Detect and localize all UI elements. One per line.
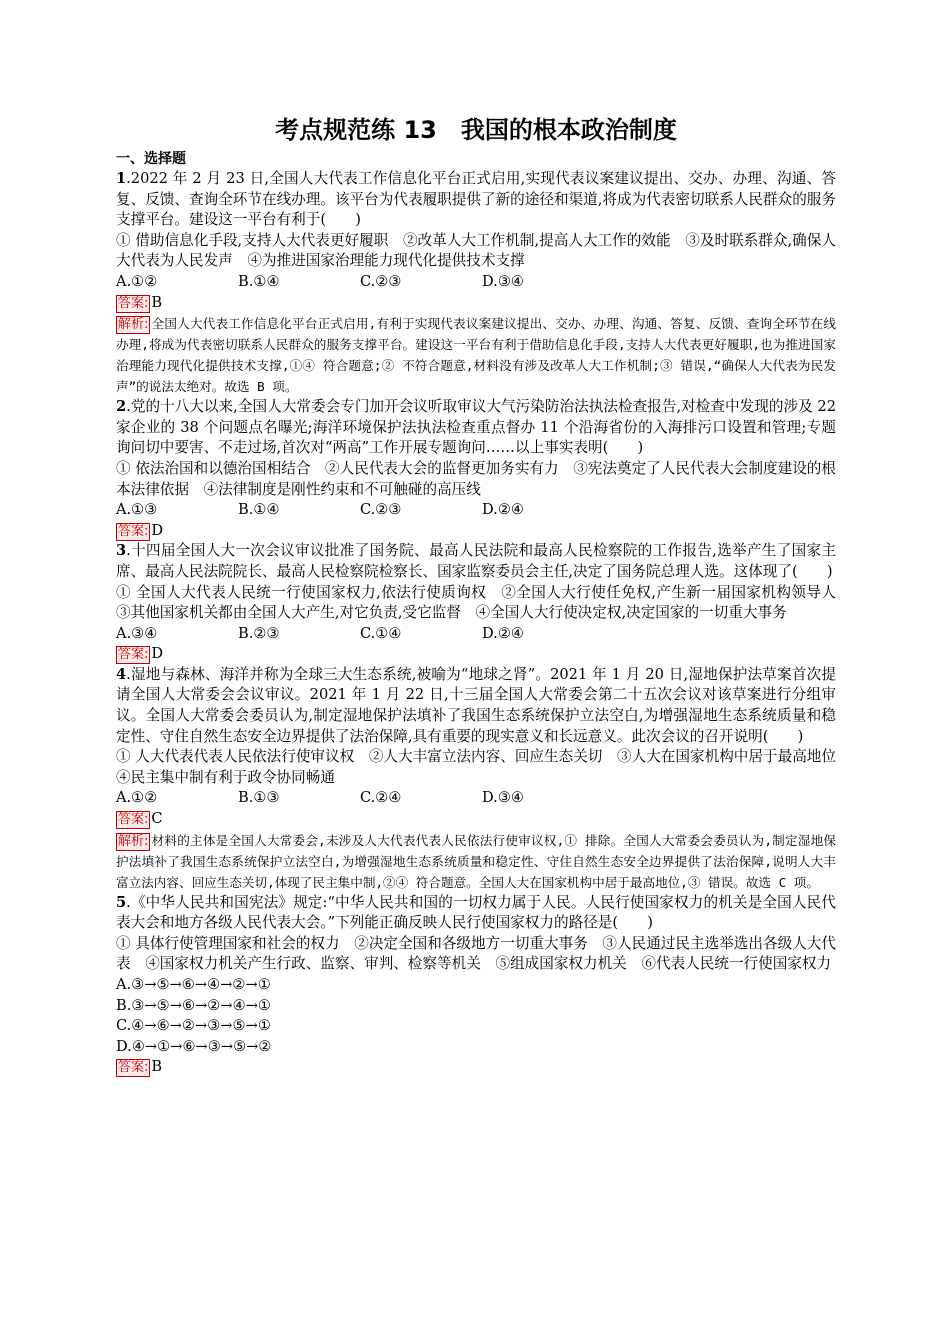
answer-tag: 答案:	[118, 295, 149, 311]
option-c[interactable]: C.②③	[360, 272, 402, 290]
question-items: ① 依法治国和以德治国相结合 ②人民代表大会的监督更加务实有力 ③宪法奠定了人民代表大会制度建设的根本法律依据 ④法律制度是刚性约束和不可触碰的高压线	[116, 459, 836, 498]
question-stem: 5.《中华人民共和国宪法》规定:“中华人民共和国的一切权力属于人民。人民行使国家权力的机关是全国人民代表大会和地方各级人民代表大会。”下列能正确反映人民行使国家权力的路径是( )	[116, 893, 836, 932]
option-list	[116, 272, 836, 293]
answer-line	[116, 809, 836, 830]
question-items: ① 人大代表代表人民依法行使审议权 ②人大丰富立法内容、回应生态关切 ③人大在国家机构中居于最高地位 ④民主集中制有利于政令协同畅通	[116, 748, 851, 786]
question-number: 2	[116, 398, 127, 416]
analysis-block	[116, 313, 836, 397]
option-d[interactable]: D.③④	[482, 789, 524, 807]
option-c[interactable]: C.②④	[360, 789, 402, 807]
answer-value: D	[151, 645, 164, 663]
option-c[interactable]: C.②③	[360, 501, 402, 519]
question-stem: 2.党的十八大以来,全国人大常委会专门加开会议听取审议大气污染防治法执法检查报告,对检查中发现的涉及 22 家企业的 38 个问题点名曝光;海洋环境保护法执法检查重点督办 11 个沿海省份的入海排污口设置和管理;专题询问切中要害、不走过场,首次对“两高”工作开展专题询问……以上事实表明( )	[116, 398, 836, 457]
option-b[interactable]: B.①④	[238, 272, 280, 290]
option-c[interactable]: C.④→⑥→②→③→⑤→①	[116, 1017, 271, 1035]
question-4	[116, 665, 851, 893]
option-a[interactable]: A.①②	[116, 789, 158, 807]
answer-line	[116, 1057, 836, 1078]
option-b[interactable]: B.①③	[238, 789, 280, 807]
question-items: ① 借助信息化手段,支持人大代表更好履职 ②改革人大工作机制,提高人大工作的效能 ③及时联系群众,确保人大代表为人民发声 ④为推进国家治理能力现代化提供技术支撑	[116, 231, 836, 270]
question-stem: 3.十四届全国人大一次会议审议批准了国务院、最高人民法院和最高人民检察院的工作报告,选举产生了国家主席、最高人民法院院长、最高人民检察院检察长、国家监察委员会主任,决定了国务院总理人选。这体现了( )	[116, 542, 836, 580]
option-list	[116, 624, 836, 645]
option-a[interactable]: A.①③	[116, 501, 158, 519]
answer-line	[116, 293, 836, 314]
section-heading: 一、选择题	[116, 151, 186, 167]
question-1	[116, 169, 836, 397]
option-d[interactable]: D.④→①→⑥→③→⑤→②	[116, 1037, 272, 1055]
question-2	[116, 397, 836, 541]
page-title: 考点规范练 13 我国的根本政治制度	[275, 116, 677, 144]
question-stem: 4.湿地与森林、海洋并称为全球三大生态系统,被喻为“地球之肾”。2021 年 1 月 20 日,湿地保护法草案首次提请全国人大常委会会议审议。2021 年 1 月 22 日,十三届全国人大常委会第二十五次会议对该草案进行分组审议。全国人大常委会委员认为,制定湿地保护法填补了我国生态系统保护立法空白,为增强湿地生态系统质量和稳定性、守住自然生态安全边界提供了法治保障,具有重要的现实意义和长远意义。此次会议的召开说明( )	[116, 665, 836, 745]
option-b[interactable]: B.①④	[238, 501, 280, 519]
option-b[interactable]: B.②③	[238, 624, 280, 642]
analysis-tag: 解析:	[118, 833, 149, 849]
question-number: 5	[116, 893, 127, 911]
answer-line	[116, 521, 836, 542]
answer-tag: 答案:	[118, 523, 149, 539]
question-number: 1	[116, 170, 127, 187]
document-page	[116, 112, 851, 1078]
option-d[interactable]: D.②④	[482, 501, 524, 519]
analysis-text: 全国人大代表工作信息化平台正式启用,有利于实现代表议案建议提出、交办、办理、沟通、答复、反馈、查询全环节在线办理,将成为代表密切联系人民群众的服务支撑平台。建设这一平台有利于借助信息化手段,支持人大代表更好履职,也为推进国家治理能力现代化提供技术支撑,①④ 符合题意;② 不符合题意,材料没有涉及改革人大工作机制;③ 错误,“确保人大代表为民发声”的说法太绝对。故选 B 项。	[116, 316, 836, 395]
analysis-block	[116, 830, 836, 893]
question-5	[116, 893, 836, 1078]
answer-value: D	[151, 521, 164, 539]
option-a[interactable]: A.③→⑤→⑥→④→②→①	[116, 976, 271, 993]
question-number: 4	[116, 665, 127, 683]
question-stem: 1.2022 年 2 月 23 日,全国人大代表工作信息化平台正式启用,实现代表议案建议提出、交办、办理、沟通、答复、反馈、查询全环节在线办理。该平台为代表履职提供了新的途径和渠道,将成为代表密切联系人民群众的服务支撑平台。建设这一平台有利于( )	[116, 170, 836, 229]
option-list	[116, 788, 836, 809]
option-d[interactable]: D.③④	[482, 272, 524, 290]
answer-tag: 答案:	[118, 647, 149, 663]
question-items: ① 具体行使管理国家和社会的权力 ②决定全国和各级地方一切重大事务 ③人民通过民主选举选出各级人大代表 ④国家权力机关产生行政、监察、审判、检察等机关 ⑤组成国家权力机关 ⑥代表人民统一行使国家权力	[116, 934, 836, 973]
answer-value: B	[151, 293, 163, 311]
question-items: ① 全国人大代表人民统一行使国家权力,依法行使质询权 ②全国人大行使任免权,产生新一届国家机构领导人 ③其他国家机关都由全国人大产生,对它负责,受它监督 ④全国人大行使决定权,决定国家的一切重大事务	[116, 583, 851, 622]
question-number: 3	[116, 542, 127, 560]
option-b[interactable]: B.③→⑤→⑥→②→④→①	[116, 996, 272, 1014]
answer-line	[116, 644, 836, 665]
answer-value: C	[151, 810, 163, 828]
option-c[interactable]: C.①④	[360, 624, 402, 642]
option-a[interactable]: A.①②	[116, 272, 158, 290]
analysis-tag: 解析:	[118, 317, 149, 333]
answer-tag: 答案:	[118, 812, 149, 828]
analysis-text: 材料的主体是全国人大常委会,未涉及人大代表代表人民依法行使审议权,① 排除。全国人大常委会委员认为,制定湿地保护法填补了我国生态系统保护立法空白,为增强湿地生态系统质量和稳定性、守住自然生态安全边界提供了法治保障,说明人大丰富立法内容、回应生态关切,体现了民主集中制,②④ 符合题意。全国人大在国家机构中居于最高地位,③ 错误。故选 C 项。	[116, 832, 836, 890]
option-list	[116, 500, 836, 521]
answer-value: B	[151, 1058, 163, 1076]
question-3	[116, 541, 851, 665]
option-d[interactable]: D.②④	[482, 624, 524, 642]
option-a[interactable]: A.③④	[116, 624, 158, 642]
answer-tag: 答案:	[118, 1060, 149, 1076]
